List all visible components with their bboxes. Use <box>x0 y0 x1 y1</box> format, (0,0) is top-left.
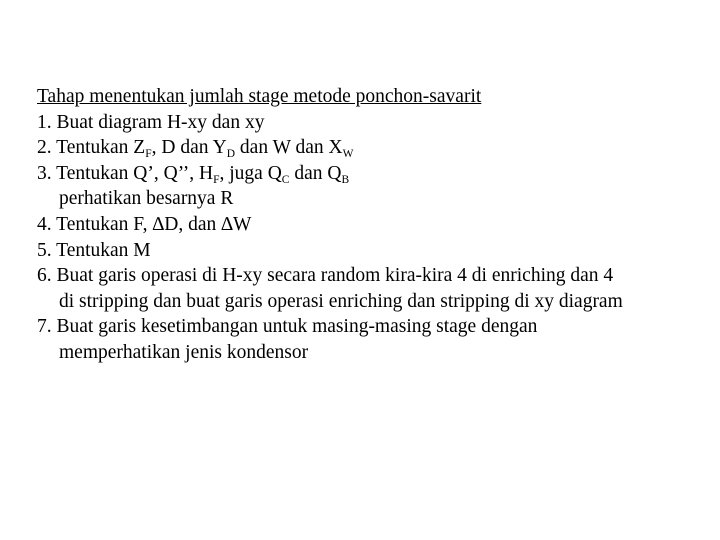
step-2-text: , D dan Y <box>151 137 227 159</box>
subscript-d: D <box>226 148 236 161</box>
step-3-text: , juga Q <box>219 162 282 184</box>
step-3-text: 3. Tentukan Q’, Q’’, H <box>37 162 214 184</box>
slide-title: Tahap menentukan jumlah stage metode ponchon-savarit <box>37 86 482 107</box>
step-4: 4. Tentukan F, ∆D, dan ∆W <box>37 213 252 235</box>
subscript-c: C <box>281 173 290 186</box>
step-1: 1. Buat diagram H-xy dan xy <box>37 111 265 133</box>
step-7: 7. Buat garis kesetimbangan untuk masing-masing stage dengan <box>37 316 538 338</box>
subscript-f: F <box>145 148 152 161</box>
step-6: 6. Buat garis operasi di H-xy secara random kira-kira 4 di enriching dan 4 <box>37 265 614 287</box>
step-5: 5. Tentukan M <box>37 239 151 261</box>
step-7-continuation: memperhatikan jenis kondensor <box>59 341 309 363</box>
subscript-b: B <box>341 173 350 186</box>
step-6-continuation: di stripping dan buat garis operasi enriching dan stripping di xy diagram <box>59 290 623 312</box>
slide-content <box>37 84 707 366</box>
subscript-w: W <box>342 148 354 161</box>
step-2-text: 2. Tentukan Z <box>37 137 146 159</box>
step-3-text: dan Q <box>289 162 342 184</box>
step-3 <box>37 161 707 187</box>
step-2-text: dan W dan X <box>235 137 343 159</box>
subscript-f: F <box>213 173 220 186</box>
step-3-continuation: perhatikan besarnya R <box>59 188 234 210</box>
step-2 <box>37 135 707 161</box>
